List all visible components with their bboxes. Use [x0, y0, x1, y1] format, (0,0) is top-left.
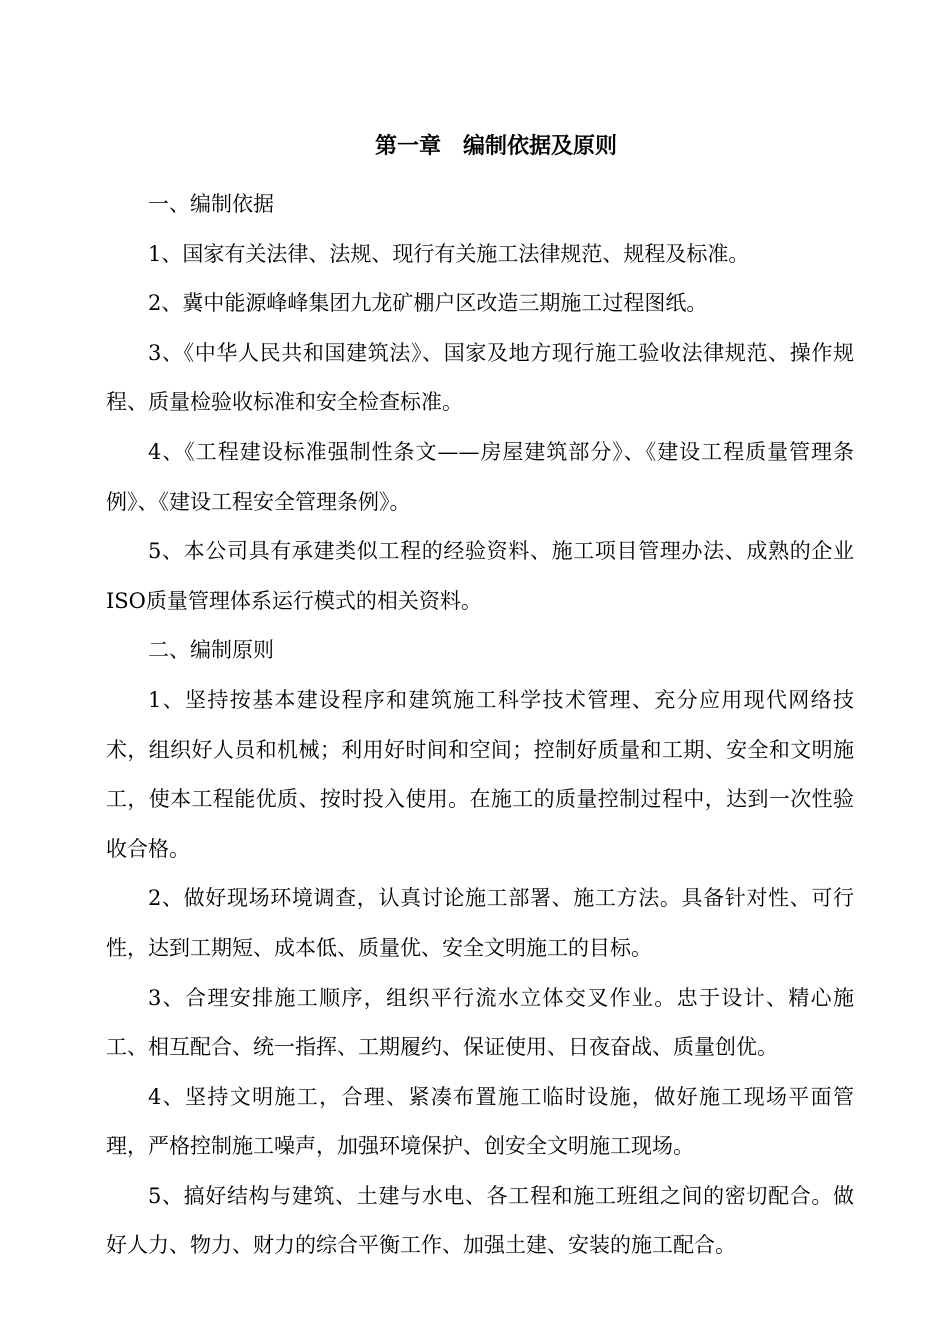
section-heading-principles: 二、编制原则: [148, 638, 274, 663]
document-body: [106, 180, 854, 1271]
principle-item-4: 4、坚持文明施工，合理、紧凑布置施工临时设施，做好施工现场平面管理，严格控制施工噪声，加强环境保护、创安全文明施工现场。: [106, 1084, 854, 1159]
principle-item-5: 5、搞好结构与建筑、土建与水电、各工程和施工班组之间的密切配合。做好人力、物力、财力的综合平衡工作、加强土建、安装的施工配合。: [106, 1183, 854, 1258]
principle-item-3: 3、合理安排施工顺序，组织平行流水立体交叉作业。忠于设计、精心施工、相互配合、统一指挥、工期履约、保证使用、日夜奋战、质量创优。: [106, 985, 854, 1060]
section-heading-basis: 一、编制依据: [148, 192, 274, 216]
basis-item-5: 5、本公司具有承建类似工程的经验资料、施工项目管理办法、成熟的企业ISO质量管理体系运行模式的相关资料。: [106, 539, 854, 613]
principle-item-1: 1、坚持按基本建设程序和建筑施工科学技术管理、充分应用现代网络技术，组织好人员和机械；利用好时间和空间；控制好质量和工期、安全和文明施工，使本工程能优质、按时投入使用。在施工的质量控制过程中，达到一次性验收合格。: [106, 687, 854, 861]
principle-item-2: 2、做好现场环境调查，认真讨论施工部署、施工方法。具备针对性、可行性，达到工期短、成本低、质量优、安全文明施工的目标。: [106, 886, 854, 960]
basis-item-4: 4、《工程建设标准强制性条文——房屋建筑部分》、《建设工程质量管理条例》、《建设工程安全管理条例》。: [106, 439, 854, 514]
basis-item-2: 2、冀中能源峰峰集团九龙矿棚户区改造三期施工过程图纸。: [148, 291, 708, 316]
basis-item-1: 1、国家有关法律、法规、现行有关施工法律规范、规程及标准。: [148, 241, 750, 266]
chapter-title: 第一章 编制依据及原则: [374, 133, 617, 159]
basis-item-3: 3、《中华人民共和国建筑法》、国家及地方现行施工验收法律规范、操作规程、质量检验收标准和安全检查标准。: [106, 340, 854, 415]
